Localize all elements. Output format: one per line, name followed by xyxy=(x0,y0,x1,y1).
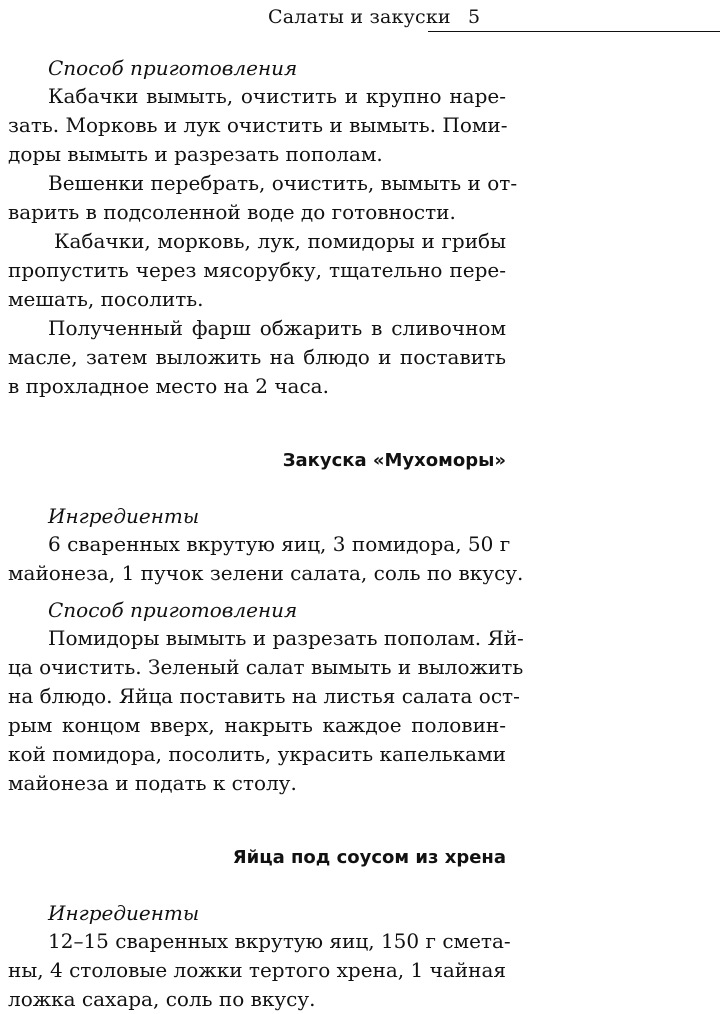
running-header xyxy=(232,4,720,34)
method-label: Способ приготовления xyxy=(48,598,298,622)
method-paragraph xyxy=(8,314,506,401)
header-title: Салаты и закуски xyxy=(268,6,451,28)
text-line: 12–15 сваренных вкрутую яиц, 150 г смета- xyxy=(48,929,511,953)
page-number: 5 xyxy=(468,6,481,28)
method-paragraph xyxy=(8,82,506,169)
ingredients-paragraph xyxy=(8,927,511,1014)
text-line: Кабачки вымыть, очистить и крупно наре- xyxy=(48,84,506,108)
method-paragraph xyxy=(8,624,524,798)
text-line: на блюдо. Яйца поставить на листья салата ост- xyxy=(8,684,520,708)
header-rule xyxy=(428,31,720,32)
text-line: рым концом вверх, накрыть каждое половин- xyxy=(8,713,506,737)
page-body xyxy=(8,54,524,1014)
text-line: кой помидора, посолить, украсить капельками xyxy=(8,742,506,766)
recipe-title: Закуска «Мухоморы» xyxy=(282,450,506,471)
method-paragraph xyxy=(8,227,506,314)
text-line: Помидоры вымыть и разрезать пополам. Яй- xyxy=(48,626,524,650)
method-paragraph xyxy=(8,169,518,227)
text-line: 6 сваренных вкрутую яиц, 3 помидора, 50 г xyxy=(48,532,511,556)
text-line: ца очистить. Зеленый салат вымыть и выложить xyxy=(8,655,524,679)
text-line: в прохладное место на 2 часа. xyxy=(8,374,329,398)
text-line: Кабачки, морковь, лук, помидоры и грибы xyxy=(54,229,506,253)
recipe-title: Яйца под соусом из хрена xyxy=(232,847,506,868)
text-line: масле, затем выложить на блюдо и поставить xyxy=(8,345,506,369)
text-line: варить в подсоленной воде до готовности. xyxy=(8,200,456,224)
ingredients-label: Ингредиенты xyxy=(48,504,200,528)
text-line: мешать, посолить. xyxy=(8,287,204,311)
text-line: майонеза и подать к столу. xyxy=(8,771,297,795)
text-line: зать. Морковь и лук очистить и вымыть. Поми- xyxy=(8,113,508,137)
text-line: майонеза, 1 пучок зелени салата, соль по вкусу. xyxy=(8,561,524,585)
method-label: Способ приготовления xyxy=(48,56,298,80)
text-line: пропустить через мясорубку, тщательно пере- xyxy=(8,258,506,282)
text-line: Полученный фарш обжарить в сливочном xyxy=(48,316,506,340)
ingredients-paragraph xyxy=(8,530,524,588)
text-line: Вешенки перебрать, очистить, вымыть и от- xyxy=(48,171,518,195)
text-line: ложка сахара, соль по вкусу. xyxy=(8,987,316,1011)
text-line: доры вымыть и разрезать пополам. xyxy=(8,142,383,166)
text-line: ны, 4 столовые ложки тертого хрена, 1 чайная xyxy=(8,958,506,982)
ingredients-label: Ингредиенты xyxy=(48,901,200,925)
